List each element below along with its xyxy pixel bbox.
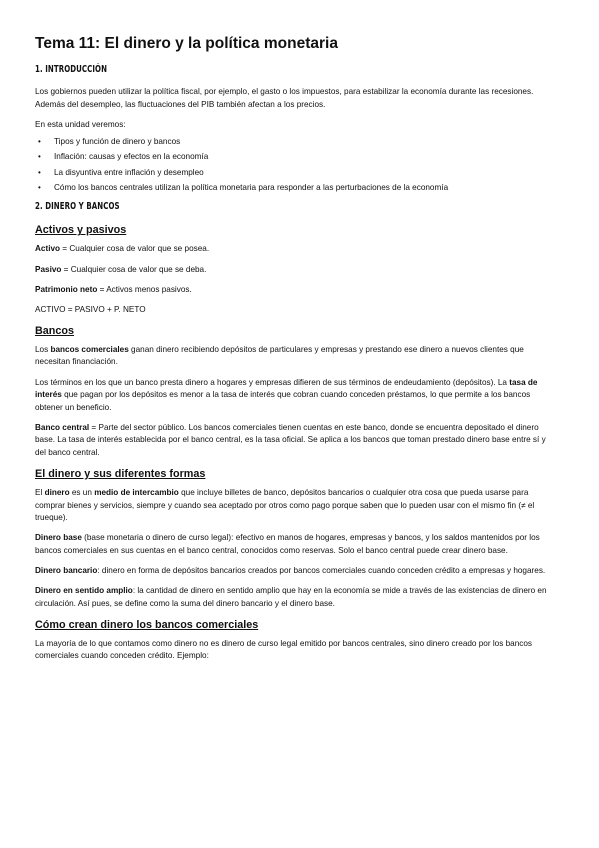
term: Pasivo xyxy=(35,264,62,274)
term: medio de intercambio xyxy=(94,488,179,498)
formas-paragraph-2: Dinero base (base monetaria o dinero de curso legal): efectivo en manos de hogares, empresas y bancos, y los saldos mantenidos por los bancos comerciales en sus cuentas en el banco central, conocidos como reservas. Solo el banco central puede crear dinero base. xyxy=(35,533,540,555)
subheading-dinero-formas: El dinero y sus diferentes formas xyxy=(35,468,206,481)
list-item xyxy=(35,167,557,180)
section-heading-introduccion: 1. INTRODUCCIÓN xyxy=(35,64,108,75)
list-item-text: La disyuntiva entre inflación y desempleo xyxy=(54,167,204,177)
definition-pasivo xyxy=(35,264,557,277)
bullet-icon: • xyxy=(38,182,41,192)
term: Banco central xyxy=(35,422,90,432)
list-item xyxy=(35,151,557,164)
term: Dinero en sentido amplio xyxy=(35,586,133,596)
formas-paragraph-1: El dinero es un medio de intercambio que incluye billetes de banco, depósitos bancarios o cualquier otra cosa que pueda usarse para comprar bienes y servicios, siempre y cuando sea aceptado por otros como pago porque saben que lo pueden usar con el mismo fin (≠ el trueque). xyxy=(35,488,535,523)
definition-patrimonio xyxy=(35,284,557,297)
list-item-text: Tipos y función de dinero y bancos xyxy=(54,137,181,147)
title-number: Tema 11: xyxy=(35,35,101,52)
bullet-icon: • xyxy=(38,137,41,147)
term: tasa de interés xyxy=(35,377,538,400)
term: Dinero bancario xyxy=(35,566,98,576)
bullet-icon: • xyxy=(38,167,41,177)
section-heading-dinero-bancos: 2. DINERO Y BANCOS xyxy=(35,201,120,213)
subheading-crean-dinero: Cómo crean dinero los bancos comerciales xyxy=(35,618,259,631)
definition-text: = Activos menos pasivos. xyxy=(97,284,192,294)
formula: ACTIVO = PASIVO + P. NETO xyxy=(35,304,146,314)
subheading-activos-pasivos: Activos y pasivos xyxy=(35,224,127,237)
definition-activo xyxy=(35,243,557,256)
list-item-text: Cómo los bancos centrales utilizan la política monetaria para responder a las perturbaciones de la economía xyxy=(54,182,449,192)
term: Activo xyxy=(35,244,61,254)
bancos-paragraph-3: Banco central = Parte del sector público. Los bancos comerciales tienen cuentas en este banco, donde se encuentra depositado el dinero base. La tasa de interés establecida por el banco central, es la tasa oficial. Se aplica a los bancos que toman prestado dinero base entre sí y del banco central. xyxy=(35,422,546,457)
bancos-paragraph-1: Los bancos comerciales ganan dinero recibiendo depósitos de particulares y empresas y prestando ese dinero a nuevos clientes que necesitan financiación. xyxy=(35,344,524,367)
title-text: El dinero y la política monetaria xyxy=(100,35,338,52)
definition-text: = Cualquier cosa de valor que se deba. xyxy=(61,264,207,274)
formas-paragraph-4: Dinero en sentido amplio: la cantidad de dinero en sentido amplio que hay en la economía se mide a través de las existencias de dinero en circulación. Así pues, se define como la suma del dinero bancario y el dinero base. xyxy=(35,586,547,608)
definition-text: = Cualquier cosa de valor que se posea. xyxy=(60,244,210,254)
topic-list xyxy=(35,136,557,194)
formas-paragraph-3: Dinero bancario: dinero en forma de depósitos bancarios creados por bancos comerciales cuando conceden crédito a empresas y hogares. xyxy=(35,566,546,576)
bullet-icon: • xyxy=(38,152,41,162)
crean-paragraph: La mayoría de lo que contamos como dinero no es dinero de curso legal emitido por bancos centrales, sino dinero creado por los bancos comerciales cuando conceden crédito. Ejemplo: xyxy=(35,638,532,661)
intro-lead: En esta unidad veremos: xyxy=(35,119,126,129)
term: Dinero base xyxy=(35,533,82,543)
term: Patrimonio neto xyxy=(35,284,98,294)
list-item-text: Inflación: causas y efectos en la economía xyxy=(54,152,209,162)
list-item xyxy=(35,136,557,149)
term: dinero xyxy=(44,488,70,498)
page-title xyxy=(35,34,557,54)
document-page xyxy=(35,34,557,671)
intro-paragraph: Los gobiernos pueden utilizar la política fiscal, por ejemplo, el gasto o los impuestos, para estabilizar la economía durante las recesiones. Además del desempleo, las fluctuaciones del PIB también afectan a los precios. xyxy=(35,87,534,109)
subheading-bancos: Bancos xyxy=(35,324,75,337)
term: bancos comerciales xyxy=(50,344,129,354)
list-item xyxy=(35,182,557,195)
bancos-paragraph-2: Los términos en los que un banco presta dinero a hogares y empresas difieren de sus términos de endeudamiento (depósitos). La tasa de interés que pagan por los depósitos es menor a la tasa de interés que cobran cuando conceden préstamos, lo que permite a los bancos obtener un beneficio. xyxy=(35,377,538,412)
